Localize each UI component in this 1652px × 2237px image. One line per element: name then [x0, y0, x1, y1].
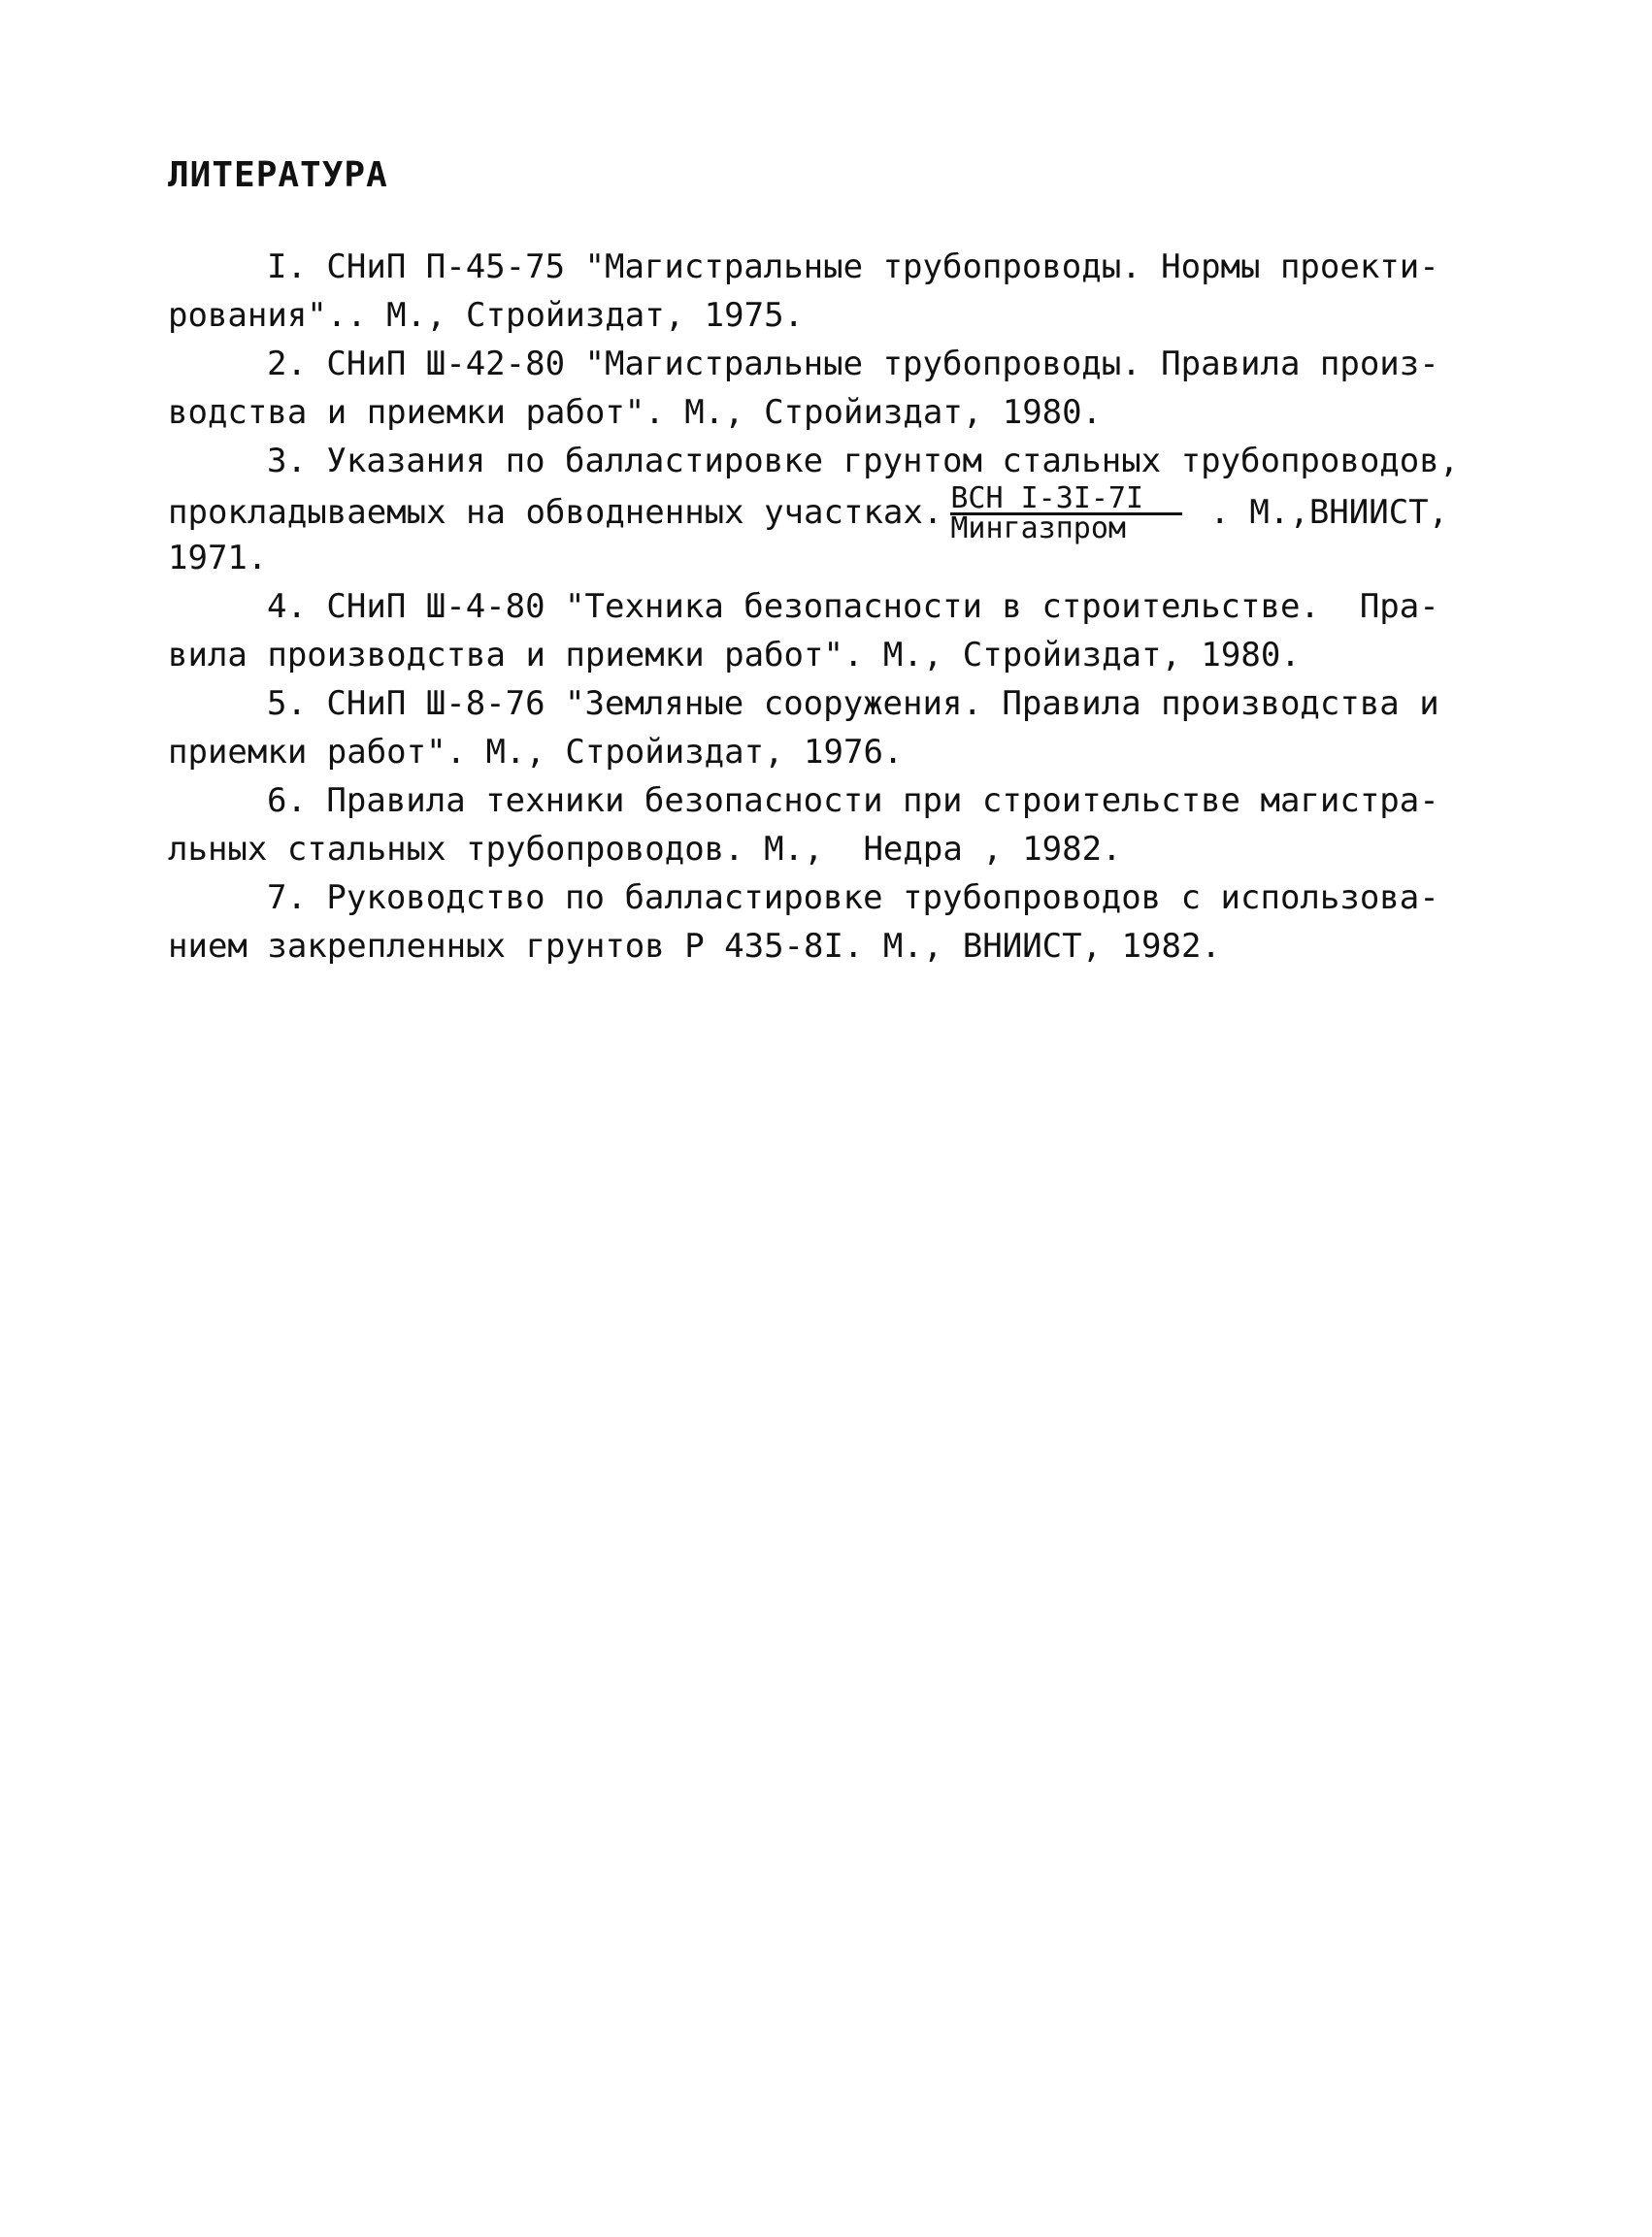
reference-item — [168, 437, 1473, 582]
reference-line: водства и приемки работ". М., Стройиздат, 1980. — [168, 393, 1103, 432]
reference-line: 7. Руководство по балластировке трубопроводов с использова- — [267, 878, 1439, 917]
reference-line-with-fraction — [168, 481, 1473, 545]
reference-line: льных стальных трубопроводов. М., Недра , 1982. — [168, 830, 1122, 869]
page-heading: ЛИТЕРАТУРА — [168, 155, 388, 195]
reference-line: вила производства и приемки работ". М., Стройиздат, 1980. — [168, 636, 1301, 674]
reference-line: 4. СНиП Ш-4-80 "Техника безопасности в строительстве. Пра- — [267, 587, 1439, 626]
reference-item — [168, 679, 1473, 776]
reference-line: I. СНиП П-45-75 "Магистральные трубопроводы. Нормы проекти- — [267, 247, 1439, 286]
reference-list — [168, 243, 1473, 970]
reference-line: 3. Указания по балластировке грунтом стальных трубопроводов, — [267, 442, 1460, 480]
reference-line: 2. СНиП Ш-42-80 "Магистральные трубопроводы. Правила произ- — [267, 345, 1439, 383]
reference-line: приемки работ". М., Стройиздат, 1976. — [168, 733, 904, 772]
reference-line-part: . М.,ВНИИСТ, — [1190, 493, 1449, 532]
reference-item — [168, 340, 1473, 437]
fraction-numerator: ВСН I-3I-7I — [950, 485, 1182, 515]
reference-line: нием закрепленных грунтов Р 435-8I. М., ВНИИСТ, 1982. — [168, 927, 1221, 966]
reference-item — [168, 582, 1473, 679]
code-fraction — [950, 481, 1182, 545]
reference-line: 1971. — [168, 539, 268, 577]
reference-line: 6. Правила техники безопасности при строительстве магистра- — [267, 781, 1439, 820]
reference-line: рования".. М., Стройиздат, 1975. — [168, 296, 805, 335]
reference-item — [168, 243, 1473, 340]
reference-item — [168, 873, 1473, 970]
reference-line-part: прокладываемых на обводненных участках. — [168, 493, 943, 532]
fraction-denominator: Мингазпром — [950, 511, 1126, 545]
reference-item — [168, 776, 1473, 873]
reference-line: 5. СНиП Ш-8-76 "Земляные сооружения. Правила производства и — [267, 684, 1439, 723]
